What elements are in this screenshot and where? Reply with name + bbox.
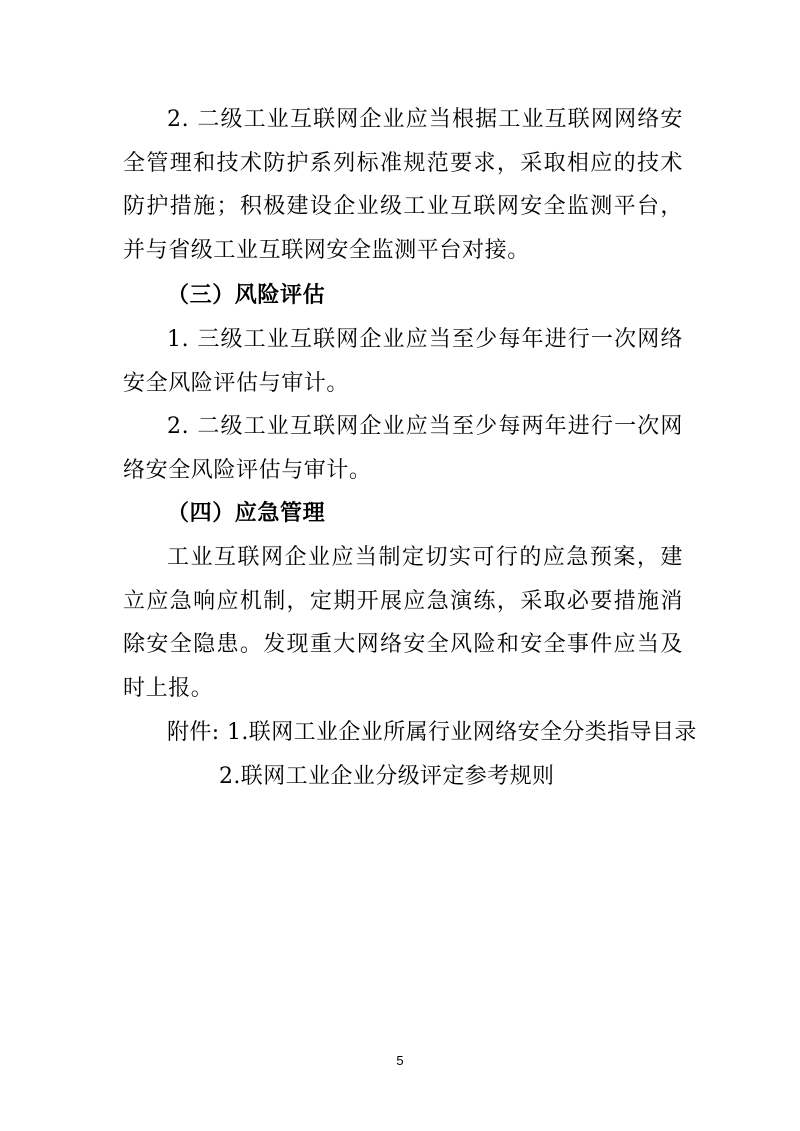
page-number: 5 <box>396 1053 404 1068</box>
attachment-item-1: 1.联网工业企业所属行业网络安全分类指导目录 <box>227 720 697 745</box>
paragraph-tech-protection: 2. 二级工业互联网企业应当根据工业互联网网络安全管理和技术防护系列标准规范要求，采取相应的技术防护措施；积极建设企业级工业互联网安全监测平台，并与省级工业互联网安全监测平台对接。 <box>123 107 683 264</box>
paragraph-level3-risk: 1. 三级工业互联网企业应当至少每年进行一次网络安全风险评估与审计。 <box>123 327 683 396</box>
paragraph-emergency-plan: 工业互联网企业应当制定切实可行的应急预案，建立应急响应机制，定期开展应急演练，采取必要措施消除安全隐患。发现重大网络安全风险和安全事件应当及时上报。 <box>123 545 683 702</box>
attachment-item-2: 2.联网工业企业分级评定参考规则 <box>219 764 555 789</box>
paragraph-level2-risk: 2. 二级工业互联网企业应当至少每两年进行一次网络安全风险评估与审计。 <box>123 414 683 483</box>
attachments-line-2 <box>219 755 554 799</box>
attachments-line-1 <box>167 711 697 755</box>
section-heading-risk-assessment: （三）风险评估 <box>167 282 326 308</box>
attachments-label: 附件: <box>167 720 228 745</box>
section-heading-emergency-management: （四）应急管理 <box>167 500 326 526</box>
